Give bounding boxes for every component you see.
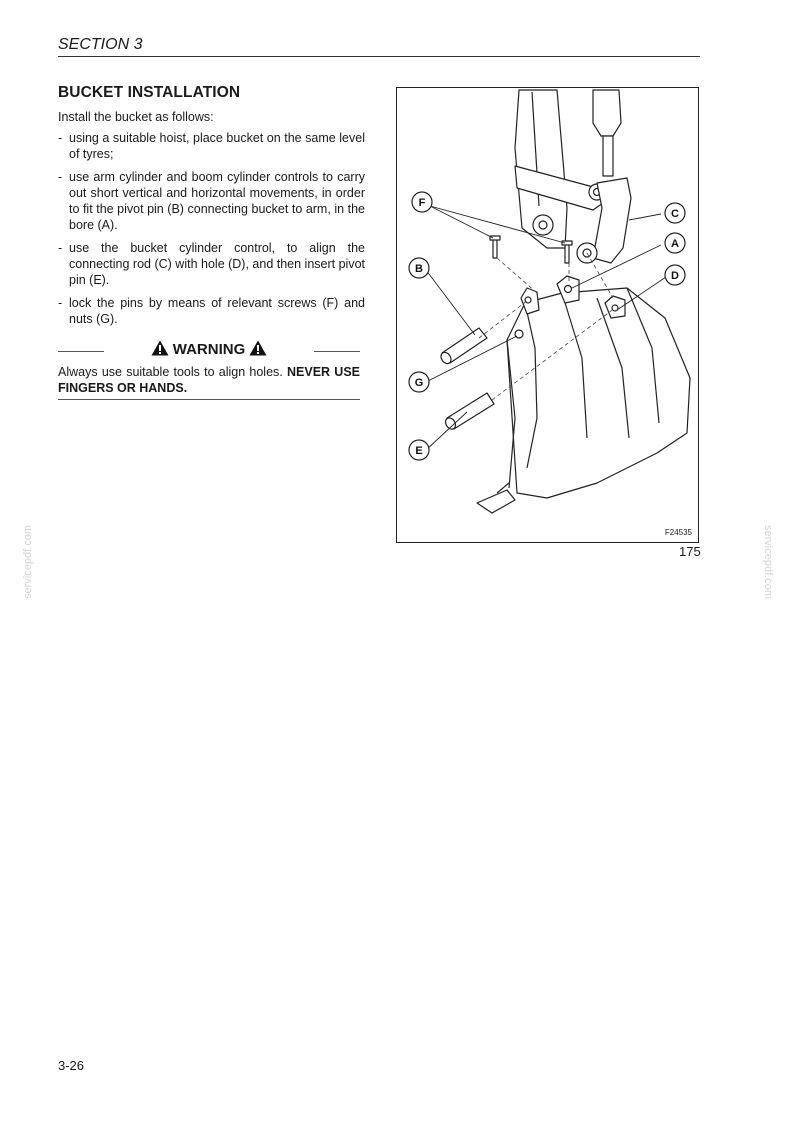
section-header: SECTION 3: [58, 36, 700, 57]
callout-label: C: [671, 208, 679, 220]
step-item: - use arm cylinder and boom cylinder controls to carry out short vertical and horizontal movements, in order to fit the pivot pin (B) connecting bucket to arm, in the bore (A).: [58, 169, 365, 233]
step-item: - lock the pins by means of relevant screws (F) and nuts (G).: [58, 295, 365, 327]
watermark-left: servicepdf.com: [22, 525, 34, 599]
warning-triangle-icon: [249, 340, 267, 356]
text-column: [58, 84, 365, 400]
callout-label: E: [415, 445, 423, 457]
watermark-right: servicepdf.com: [762, 525, 774, 599]
callout-label: B: [415, 263, 423, 275]
intro-text: Install the bucket as follows:: [58, 110, 214, 124]
warning-triangle-icon: [151, 340, 169, 356]
warning-heading: [58, 340, 360, 362]
step-item: - using a suitable hoist, place bucket on the same level of tyres;: [58, 130, 365, 162]
warning-text-bold: NEVER USE FINGERS OR HANDS.: [58, 365, 360, 395]
warning-text: [58, 364, 360, 400]
warning-label: [58, 340, 360, 358]
callout-label: G: [414, 377, 424, 389]
callout-label: A: [671, 238, 679, 250]
bucket-installation-figure: [396, 87, 699, 543]
callout-label: D: [671, 270, 679, 282]
step-item: - use the bucket cylinder control, to align the connecting rod (C) with hole (D), and then insert pivot pin (E).: [58, 240, 365, 288]
bucket-diagram: [397, 88, 700, 544]
figure-code: F24535: [664, 528, 692, 537]
warning-text-normal: Always use suitable tools to align holes.: [58, 365, 287, 379]
steps-list: [58, 130, 365, 327]
page-title: BUCKET INSTALLATION: [58, 84, 241, 101]
warning-label-text: WARNING: [172, 341, 246, 358]
figure-page-number: 175: [679, 544, 701, 559]
callout-label: F: [418, 197, 426, 209]
page-number: 3-26: [58, 1058, 85, 1073]
